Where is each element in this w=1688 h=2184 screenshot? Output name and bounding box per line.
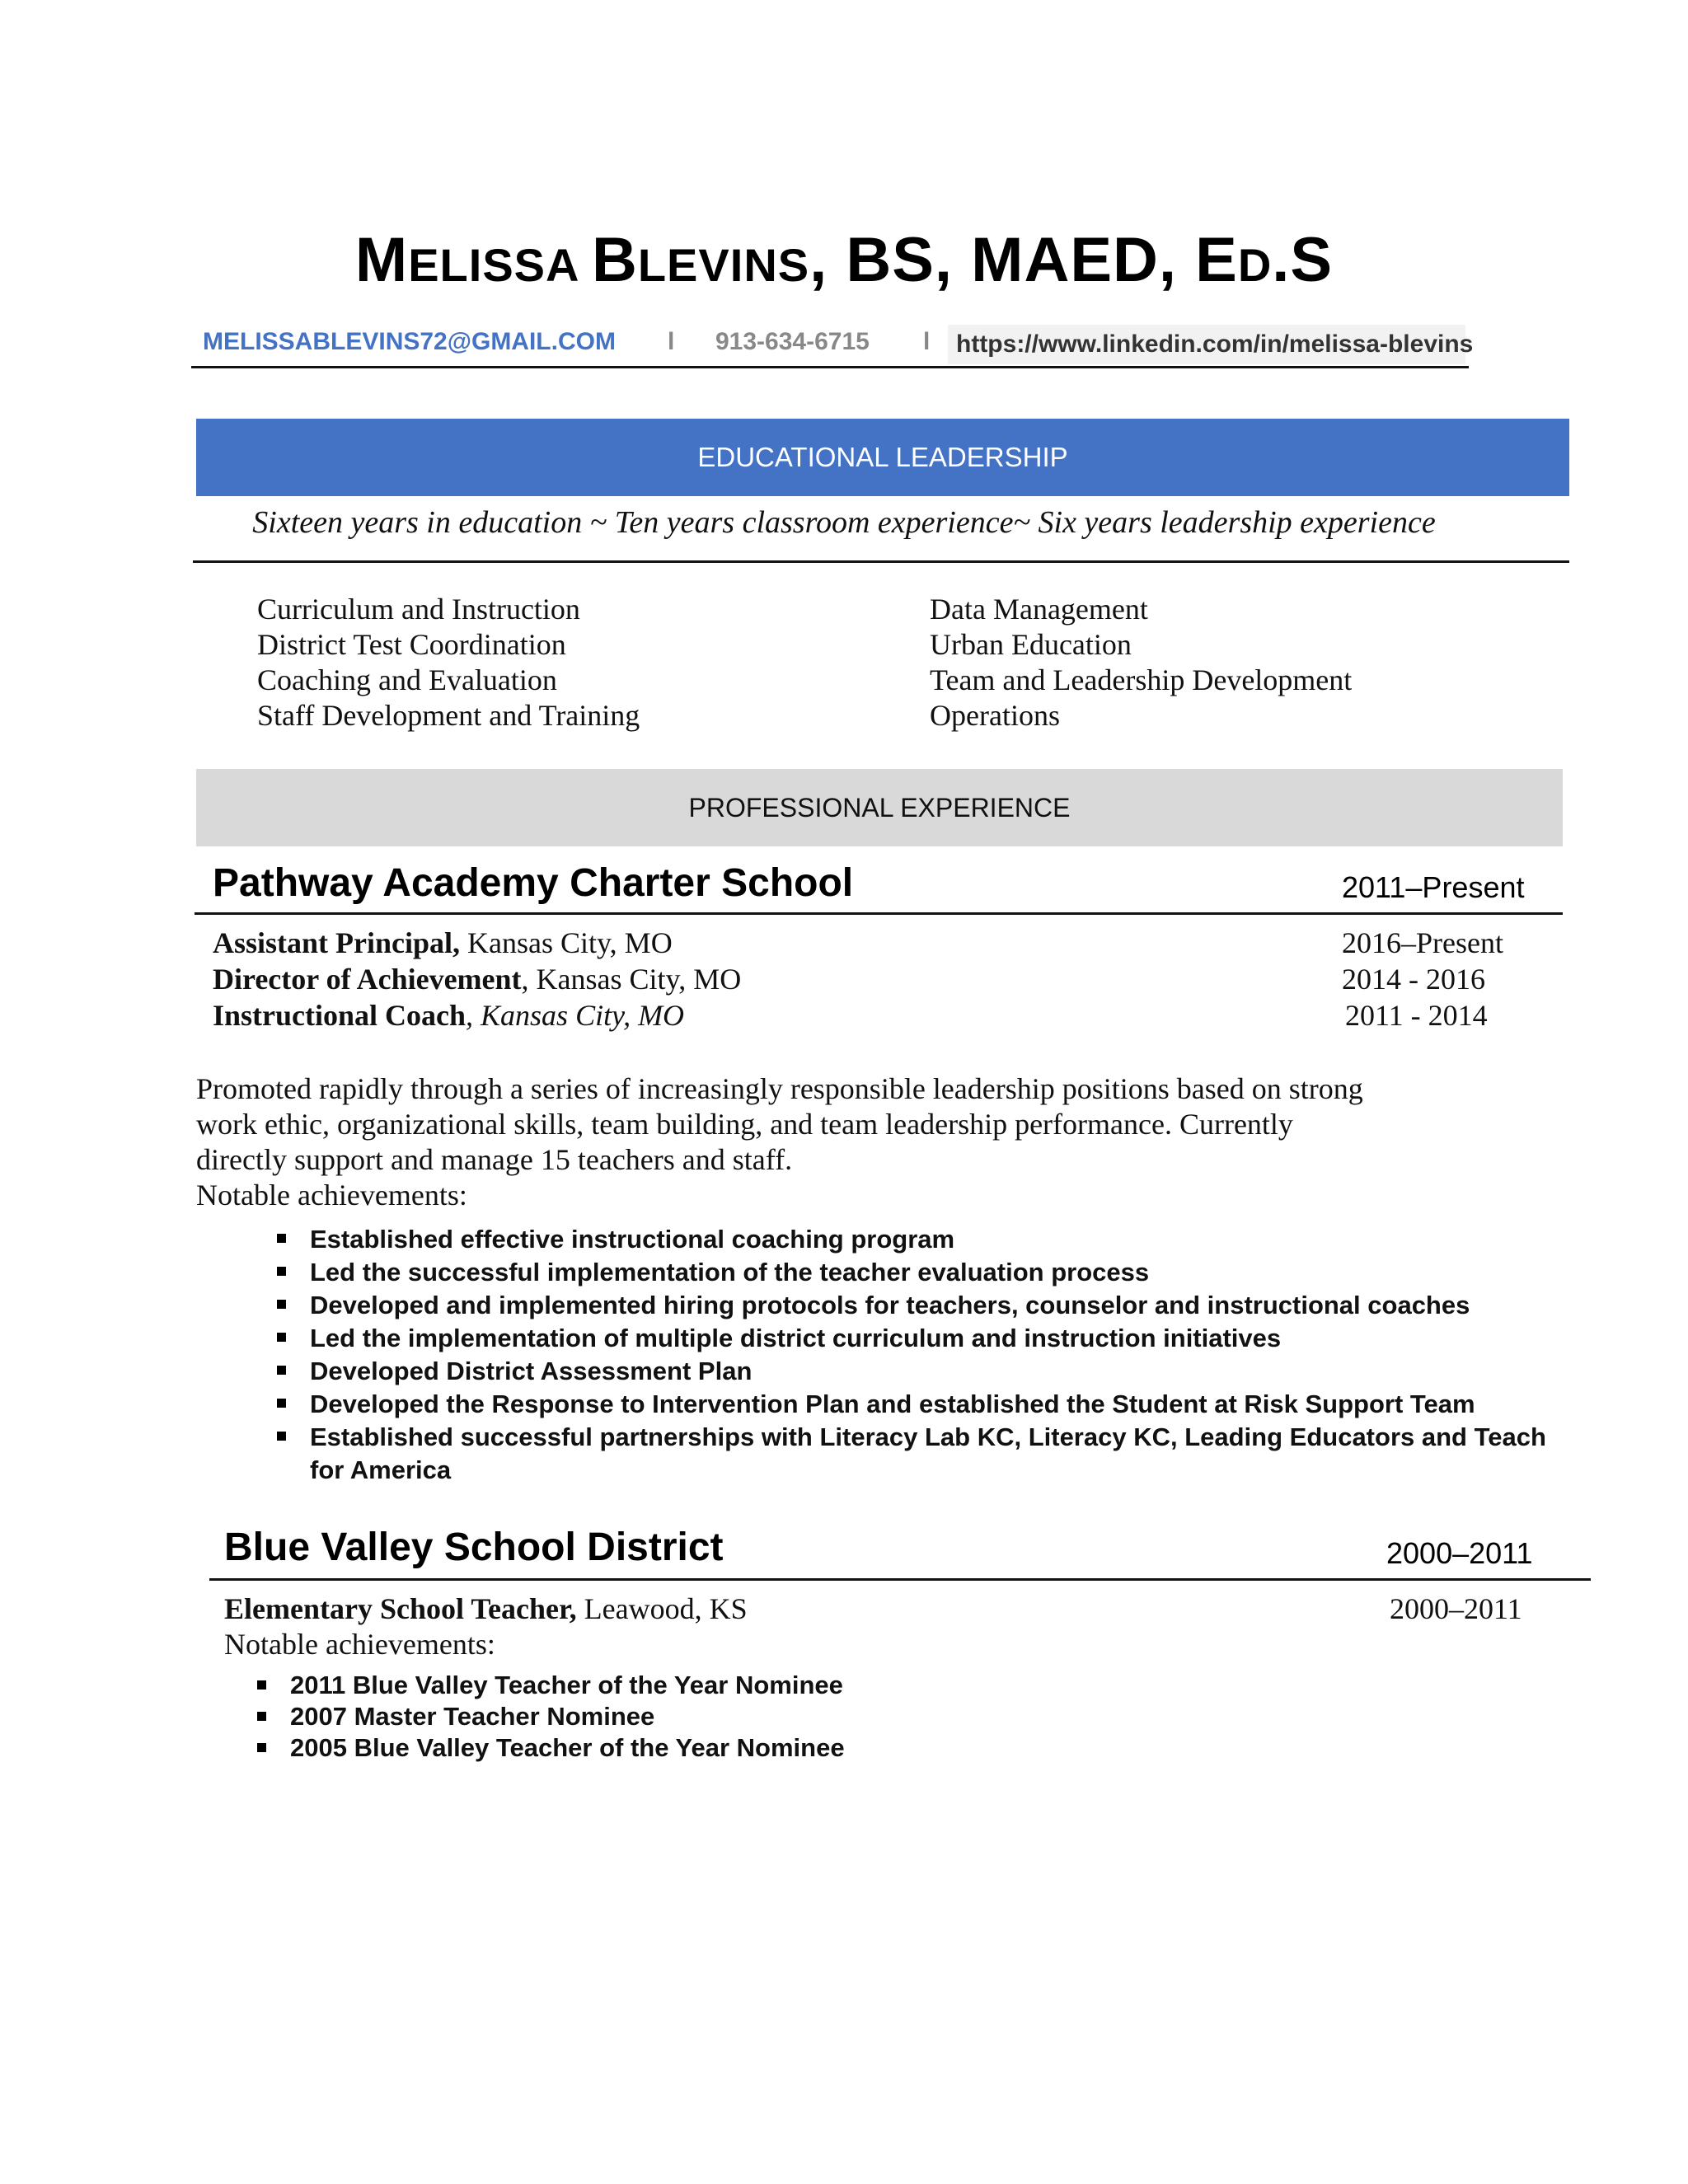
skill-item: Operations [930, 699, 1060, 732]
contact-divider [191, 366, 1469, 368]
skill-item: Staff Development and Training [257, 699, 640, 732]
employer-divider [195, 912, 1563, 915]
role-list [213, 925, 741, 1033]
achievement-item: Developed the Response to Intervention Plan and established the Student at Risk Support Team [277, 1388, 1571, 1421]
employer-dates: 2000–2011 [1386, 1536, 1533, 1570]
description-line: Promoted rapidly through a series of increasingly responsible leadership positions based on strong [196, 1072, 1363, 1105]
employer-name: Pathway Academy Charter School [213, 861, 854, 905]
skills-list-right [930, 592, 1352, 733]
summary-divider [193, 560, 1569, 563]
employer-dates: 2011–Present [1342, 870, 1525, 904]
role-entry: Director of Achievement, Kansas City, MO [213, 963, 742, 996]
description-line: work ethic, organizational skills, team building, and team leadership performance. Currently [196, 1108, 1293, 1141]
achievement-list [277, 1223, 1571, 1487]
section-header-educational-leadership: EDUCATIONAL LEADERSHIP [196, 419, 1569, 496]
leadership-summary: Sixteen years in education ~ Ten years classroom experience~ Six years leadership experience [252, 505, 1436, 540]
role-entry: Assistant Principal, Kansas City, MO [213, 926, 673, 959]
role-date: 2000–2011 [1390, 1592, 1522, 1625]
achievement-item: Led the implementation of multiple district curriculum and instruction initiatives [277, 1322, 1571, 1355]
skill-item: Curriculum and Instruction [257, 593, 580, 626]
role-entry: Elementary School Teacher, Leawood, KS [224, 1592, 748, 1625]
candidate-name: MELISSA BLEVINS, BS, MAED, ED.S [354, 225, 1334, 295]
contact-separator: l [923, 328, 931, 355]
job-description [196, 1071, 1515, 1213]
achievement-list [257, 1670, 1246, 1764]
achievement-item: 2011 Blue Valley Teacher of the Year Nominee [257, 1670, 1246, 1701]
email-link[interactable]: MELISSABLEVINS72@GMAIL.COM [203, 328, 616, 355]
employer-name: Blue Valley School District [224, 1526, 724, 1569]
role-date: 2011 - 2014 [1345, 999, 1488, 1032]
skill-item: Team and Leadership Development [930, 663, 1353, 696]
skill-item: Urban Education [930, 628, 1132, 661]
role-date: 2016–Present [1342, 926, 1503, 959]
achievement-item: Led the successful implementation of the teacher evaluation process [277, 1256, 1571, 1289]
role-date: 2014 - 2016 [1342, 963, 1485, 996]
linkedin-link[interactable]: https://www.linkedin.com/in/melissa-blevins [956, 330, 1474, 358]
achievement-item: 2007 Master Teacher Nominee [257, 1701, 1246, 1732]
achievement-item: Developed and implemented hiring protocols for teachers, counselor and instructional coaches [277, 1289, 1571, 1322]
notable-achievements-label: Notable achievements: [224, 1628, 495, 1661]
achievement-item: Established effective instructional coaching program [277, 1223, 1571, 1256]
achievement-item: Developed District Assessment Plan [277, 1355, 1571, 1388]
notable-achievements-label: Notable achievements: [196, 1179, 467, 1212]
skill-item: District Test Coordination [257, 628, 566, 661]
skill-item: Coaching and Evaluation [257, 663, 557, 696]
role-entry: Instructional Coach, Kansas City, MO [213, 999, 685, 1032]
phone-number: 913-634-6715 [715, 328, 870, 355]
skill-item: Data Management [930, 593, 1148, 626]
section-header-professional-experience: PROFESSIONAL EXPERIENCE [196, 769, 1563, 846]
achievement-item: 2005 Blue Valley Teacher of the Year Nominee [257, 1732, 1246, 1764]
description-line: directly support and manage 15 teachers and staff. [196, 1143, 793, 1176]
achievement-item: Established successful partnerships with Literacy Lab KC, Literacy KC, Leading Educators and Teach for America [277, 1421, 1571, 1487]
employer-divider [209, 1578, 1591, 1581]
role-dates [1342, 925, 1503, 1033]
contact-separator: l [668, 328, 675, 355]
skills-list-left [257, 592, 640, 733]
